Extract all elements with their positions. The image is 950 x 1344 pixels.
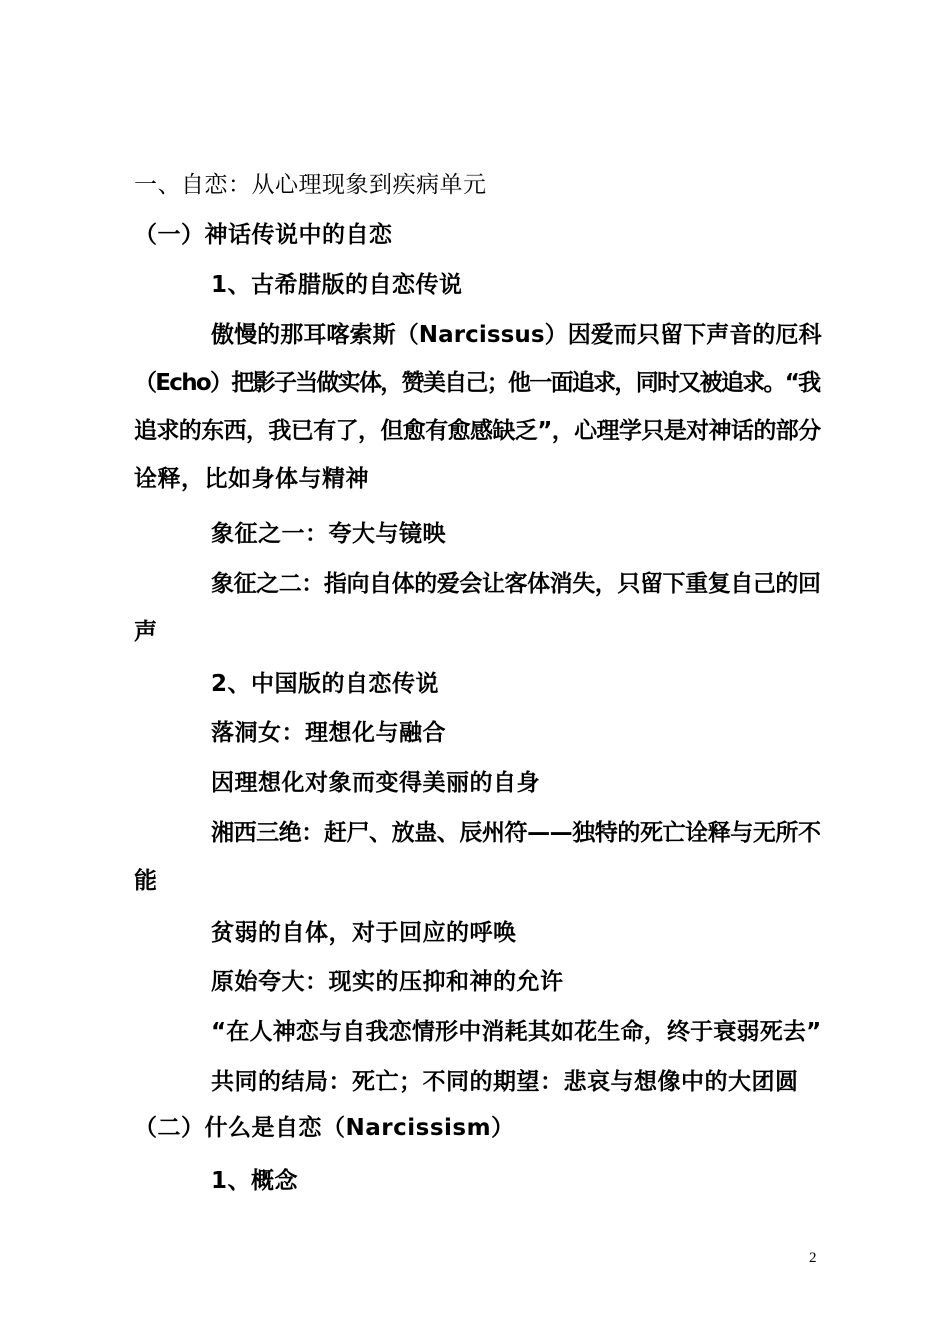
paragraph-line: 因理想化对象而变得美丽的自身: [211, 770, 540, 796]
paragraph-line: 原始夸大：现实的压抑和神的允许: [211, 969, 564, 995]
paragraph-line: 诠释，比如身体与精神: [134, 466, 369, 492]
subsection-heading: （一）神话传说中的自恋: [134, 222, 393, 248]
paragraph-line: 共同的结局：死亡；不同的期望：悲哀与想像中的大团圆: [211, 1069, 799, 1095]
paragraph-line: 贫弱的自体，对于回应的呼唤: [211, 920, 517, 946]
section-heading: 一、自恋：从心理现象到疾病单元: [134, 172, 487, 198]
paragraph-line: 追求的东西，我已有了，但愈有愈感缺乏”，心理学只是对神话的部分: [134, 418, 821, 444]
paragraph-line: 湘西三绝：赶尸、放蛊、辰州符——独特的死亡诠释与无所不: [211, 820, 821, 846]
paragraph-line: 能: [134, 868, 158, 894]
paragraph-line: 象征之二：指向自体的爱会让客体消失，只留下重复自己的回: [211, 571, 821, 597]
subsubsection-heading: 2、中国版的自恋传说: [211, 671, 440, 697]
paragraph-line: 象征之一：夸大与镜映: [211, 521, 446, 547]
paragraph-line: 傲慢的那耳喀索斯（Narcissus）因爱而只留下声音的厄科: [211, 322, 822, 348]
paragraph-line: “在人神恋与自我恋情形中消耗其如花生命，终于衰弱死去”: [211, 1019, 822, 1045]
page-number: 2: [809, 1250, 817, 1266]
subsubsection-heading: 1、概念: [211, 1168, 299, 1194]
subsection-heading: （二）什么是自恋（Narcissism）: [134, 1115, 515, 1141]
paragraph-line: 落洞女：理想化与融合: [211, 720, 446, 746]
paragraph-line: 声: [134, 619, 158, 645]
paragraph-line: （Echo）把影子当做实体，赞美自己；他一面追求，同时又被追求。“我: [134, 370, 820, 396]
subsubsection-heading: 1、古希腊版的自恋传说: [211, 272, 463, 298]
